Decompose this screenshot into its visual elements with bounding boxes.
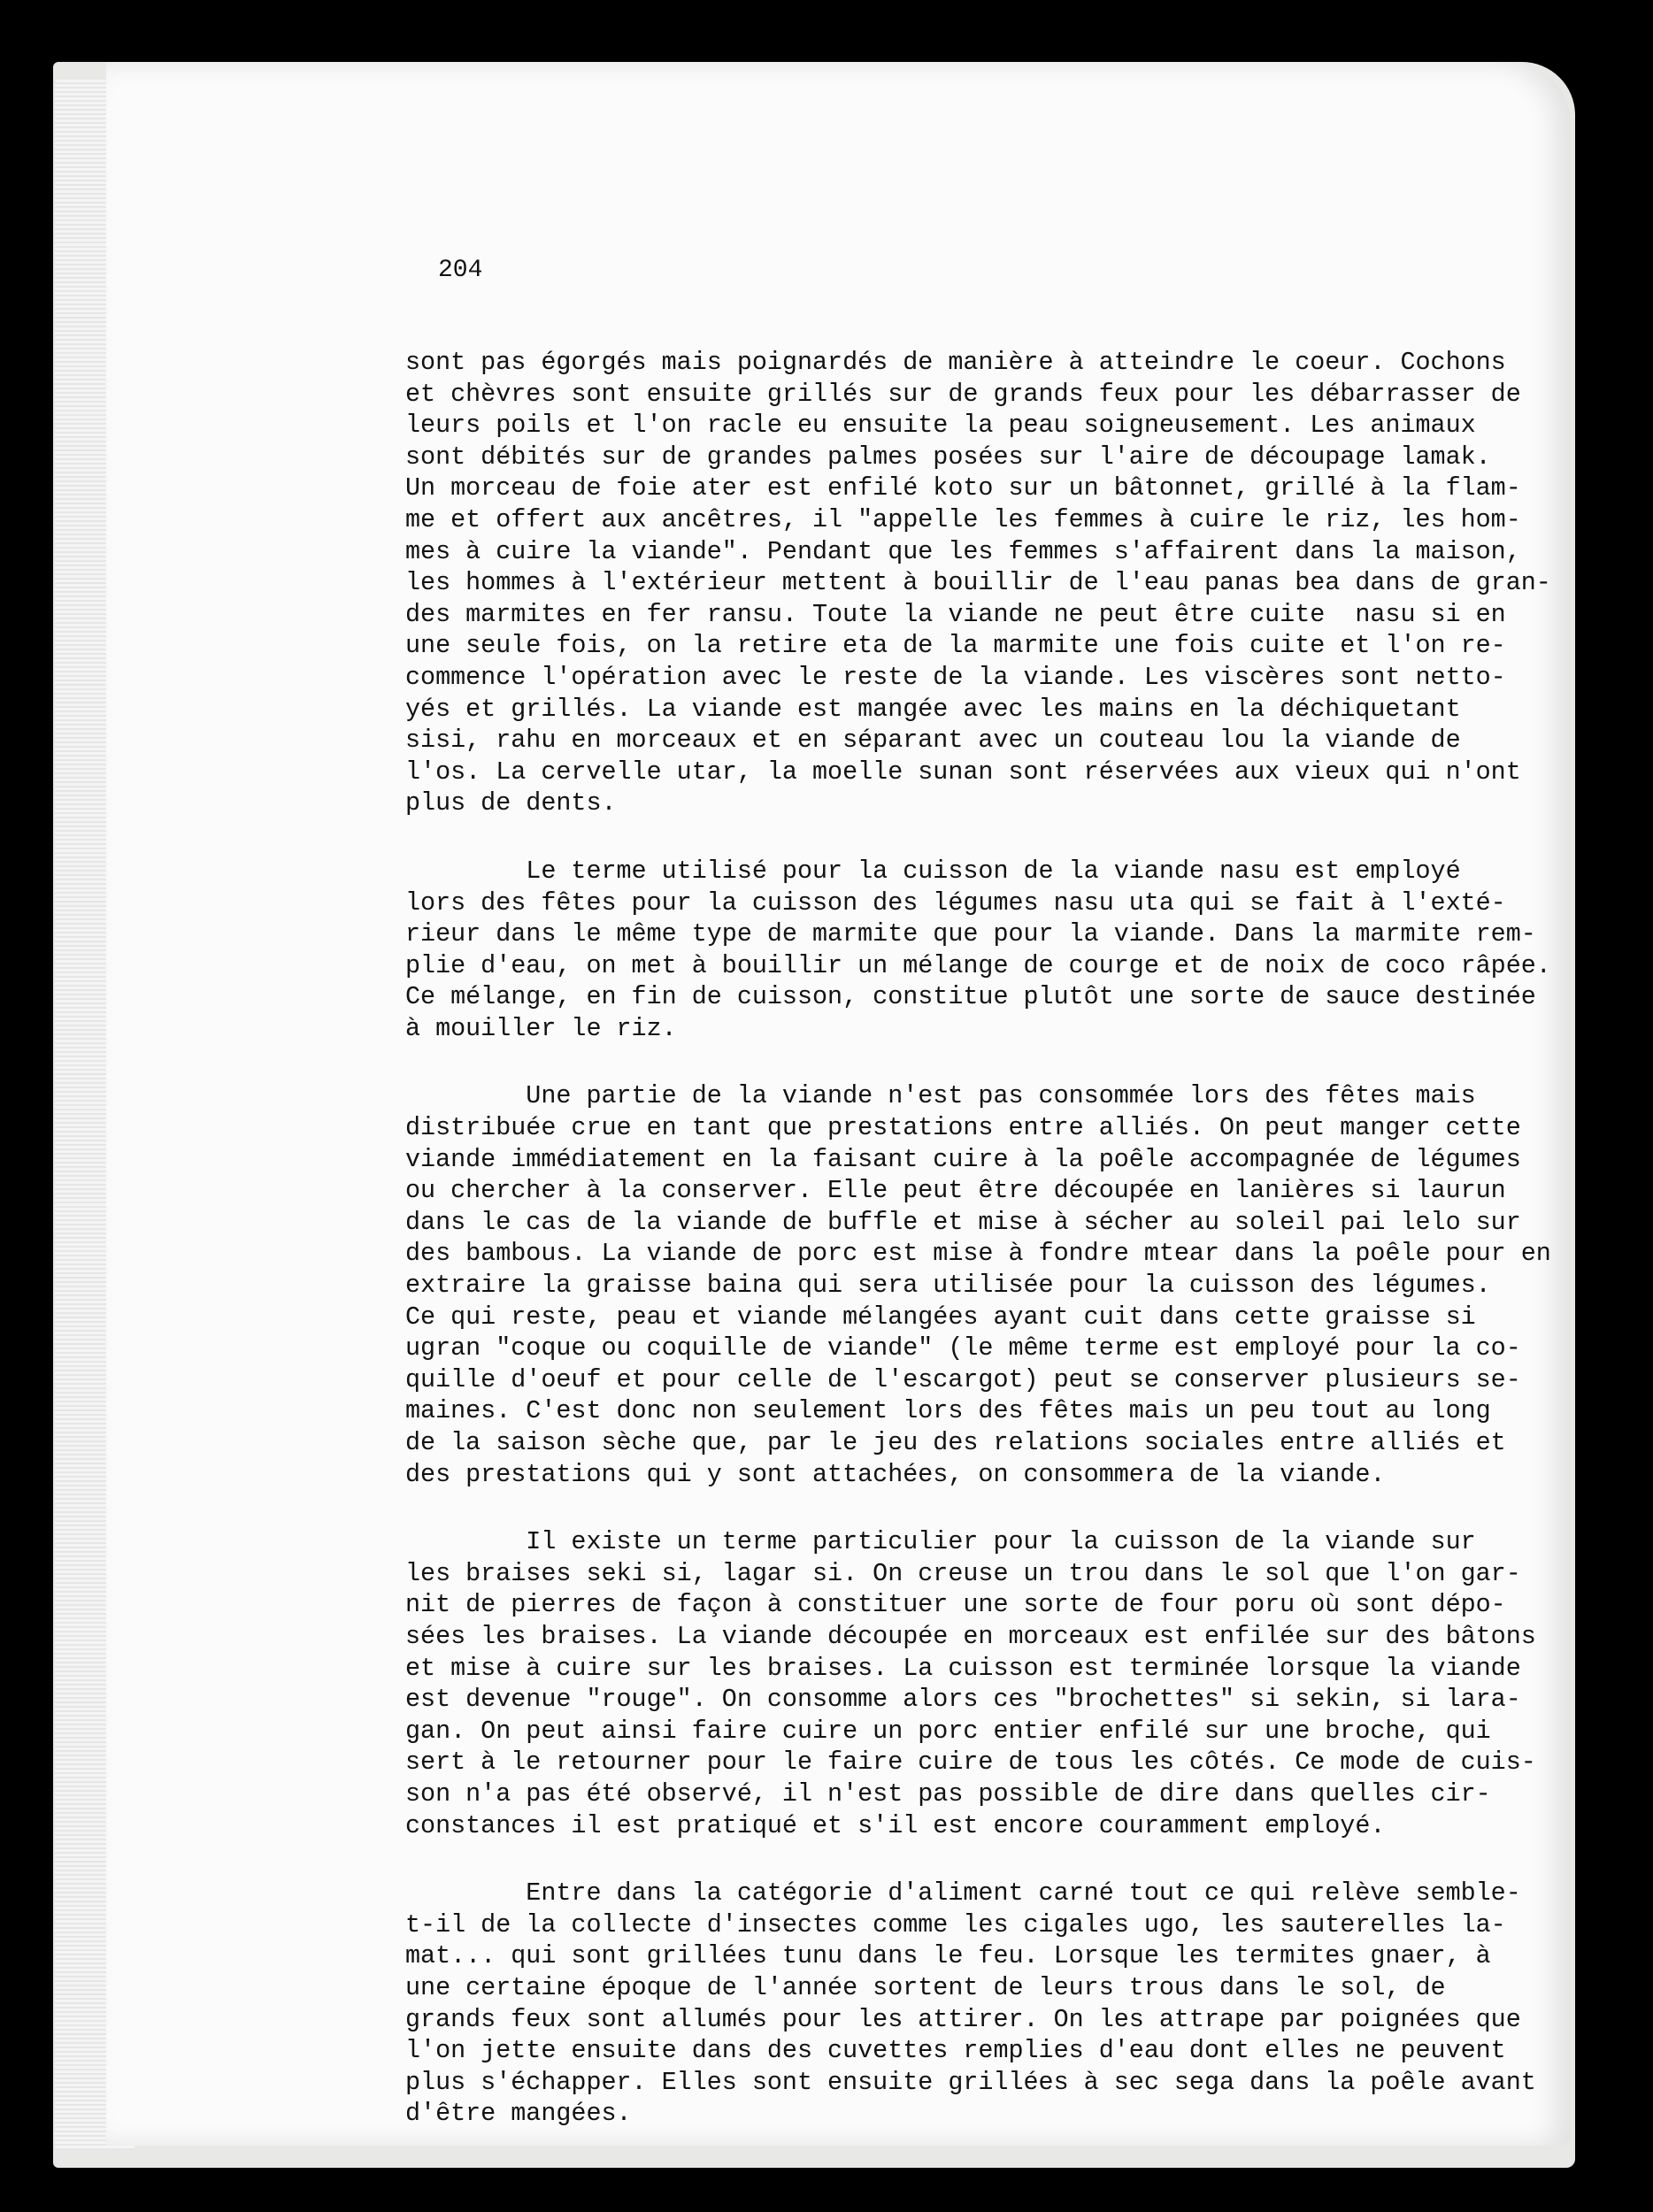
text-line: à mouiller le riz.	[405, 1013, 677, 1043]
text-line: Ce mélange, en fin de cuisson, constitue plutôt une sorte de sauce destinée	[405, 982, 1536, 1012]
text-line: et mise à cuire sur les braises. La cuisson est terminée lorsque la viande	[405, 1653, 1521, 1683]
paragraph	[405, 1526, 1536, 1841]
text-line: mat... qui sont grillées tunu dans le feu. Lorsque les termites gnaer, à	[405, 1941, 1491, 1971]
text-line: d'être mangées.	[405, 2099, 632, 2129]
text-line: gan. On peut ainsi faire cuire un porc entier enfilé sur une broche, qui	[405, 1716, 1491, 1746]
text-line: plus de dents.	[405, 788, 617, 818]
text-line: sisi, rahu en morceaux et en séparant avec un couteau lou la viande de	[405, 726, 1461, 756]
text-line: l'os. La cervelle utar, la moelle sunan sont réservées aux vieux qui n'ont	[405, 757, 1521, 787]
text-line: t-il de la collecte d'insectes comme les cigales ugo, les sauterelles la-	[405, 1909, 1506, 1939]
text-line: plus s'échapper. Elles sont ensuite grillées à sec sega dans la poêle avant	[405, 2067, 1536, 2097]
text-line: est devenue "rouge". On consomme alors ces "brochettes" si sekin, si lara-	[405, 1685, 1521, 1715]
text-line: lors des fêtes pour la cuisson des légumes nasu uta qui se fait à l'exté-	[405, 887, 1506, 918]
text-line: Entre dans la catégorie d'aliment carné tout ce qui relève semble-	[405, 1878, 1521, 1909]
paragraph	[405, 347, 1551, 819]
text-line: des bambous. La viande de porc est mise à fondre mtear dans la poêle pour en	[405, 1239, 1551, 1269]
text-line: nit de pierres de façon à constituer une sorte de four poru où sont dépo-	[405, 1590, 1506, 1620]
text-line: sont débités sur de grandes palmes posées sur l'aire de découpage lamak.	[405, 442, 1491, 472]
text-line: rieur dans le même type de marmite que pour la viande. Dans la marmite rem-	[405, 919, 1536, 949]
text-line: viande immédiatement en la faisant cuire à la poêle accompagnée de légumes	[405, 1144, 1521, 1174]
text-line: yés et grillés. La viande est mangée avec les mains en la déchiquetant	[405, 694, 1461, 724]
text-line: une seule fois, on la retire eta de la marmite une fois cuite et l'on re-	[405, 631, 1506, 661]
text-line: les hommes à l'extérieur mettent à bouillir de l'eau panas bea dans de gran-	[405, 568, 1551, 598]
body-text	[405, 347, 1551, 2130]
text-line: grands feux sont allumés pour les attirer. On les attrape par poignées que	[405, 2004, 1521, 2034]
paragraph	[405, 856, 1551, 1045]
text-line: plie d'eau, on met à bouillir un mélange de courge et de noix de coco râpée.	[405, 950, 1551, 980]
text-line: une certaine époque de l'année sortent de leurs trous dans le sol, de	[405, 1972, 1446, 2002]
text-line: l'on jette ensuite dans des cuvettes remplies d'eau dont elles ne peuvent	[405, 2036, 1506, 2066]
text-line: quille d'oeuf et pour celle de l'escargot) peut se conserver plusieurs se-	[405, 1364, 1521, 1394]
paragraph	[405, 1878, 1536, 2130]
text-line: Le terme utilisé pour la cuisson de la viande nasu est employé	[405, 856, 1461, 886]
page-number: 204	[438, 257, 483, 284]
text-line: sont pas égorgés mais poignardés de manière à atteindre le coeur. Cochons	[405, 348, 1506, 377]
text-line: extraire la graisse baina qui sera utilisée pour la cuisson des légumes.	[405, 1271, 1491, 1301]
text-line: dans le cas de la viande de buffle et mise à sécher au soleil pai lelo sur	[405, 1207, 1521, 1237]
text-line: leurs poils et l'on racle eu ensuite la peau soigneusement. Les animaux	[405, 411, 1476, 441]
text-line: et chèvres sont ensuite grillés sur de grands feux pour les débarrasser de	[405, 379, 1521, 409]
text-line: des marmites en fer ransu. Toute la viande ne peut être cuite nasu si en	[405, 599, 1506, 629]
text-line: Ce qui reste, peau et viande mélangées ayant cuit dans cette graisse si	[405, 1302, 1476, 1332]
text-line: son n'a pas été observé, il n'est pas possible de dire dans quelles cir-	[405, 1778, 1491, 1809]
text-line: constances il est pratiqué et s'il est encore couramment employé.	[405, 1810, 1386, 1840]
paragraph	[405, 1080, 1551, 1490]
text-line: ou chercher à la conserver. Elle peut être découpée en lanières si laurun	[405, 1176, 1506, 1206]
text-line: me et offert aux ancêtres, il "appelle les femmes à cuire le riz, les hom-	[405, 504, 1521, 534]
text-line: commence l'opération avec le reste de la viande. Les viscères sont netto-	[405, 662, 1506, 692]
text-line: les braises seki si, lagar si. On creuse un trou dans le sol que l'on gar-	[405, 1558, 1521, 1588]
text-line: sées les braises. La viande découpée en morceaux est enfilée sur des bâtons	[405, 1621, 1536, 1651]
text-line: Un morceau de foie ater est enfilé koto sur un bâtonnet, grillé à la flam-	[405, 473, 1521, 503]
text-line: Une partie de la viande n'est pas consommée lors des fêtes mais	[405, 1081, 1476, 1111]
text-line: Il existe un terme particulier pour la cuisson de la viande sur	[405, 1527, 1476, 1557]
text-line: ugran "coque ou coquille de viande" (le même terme est employé pour la co-	[405, 1333, 1521, 1363]
text-line: sert à le retourner pour le faire cuire de tous les côtés. Ce mode de cuis-	[405, 1747, 1536, 1778]
text-line: maines. C'est donc non seulement lors des fêtes mais un peu tout au long	[405, 1396, 1491, 1426]
text-line: mes à cuire la viande". Pendant que les femmes s'affairent dans la maison,	[405, 536, 1521, 566]
text-line: des prestations qui y sont attachées, on consommera de la viande.	[405, 1459, 1386, 1489]
text-line: de la saison sèche que, par le jeu des relations sociales entre alliés et	[405, 1428, 1506, 1457]
text-line: distribuée crue en tant que prestations entre alliés. On peut manger cette	[405, 1113, 1521, 1143]
